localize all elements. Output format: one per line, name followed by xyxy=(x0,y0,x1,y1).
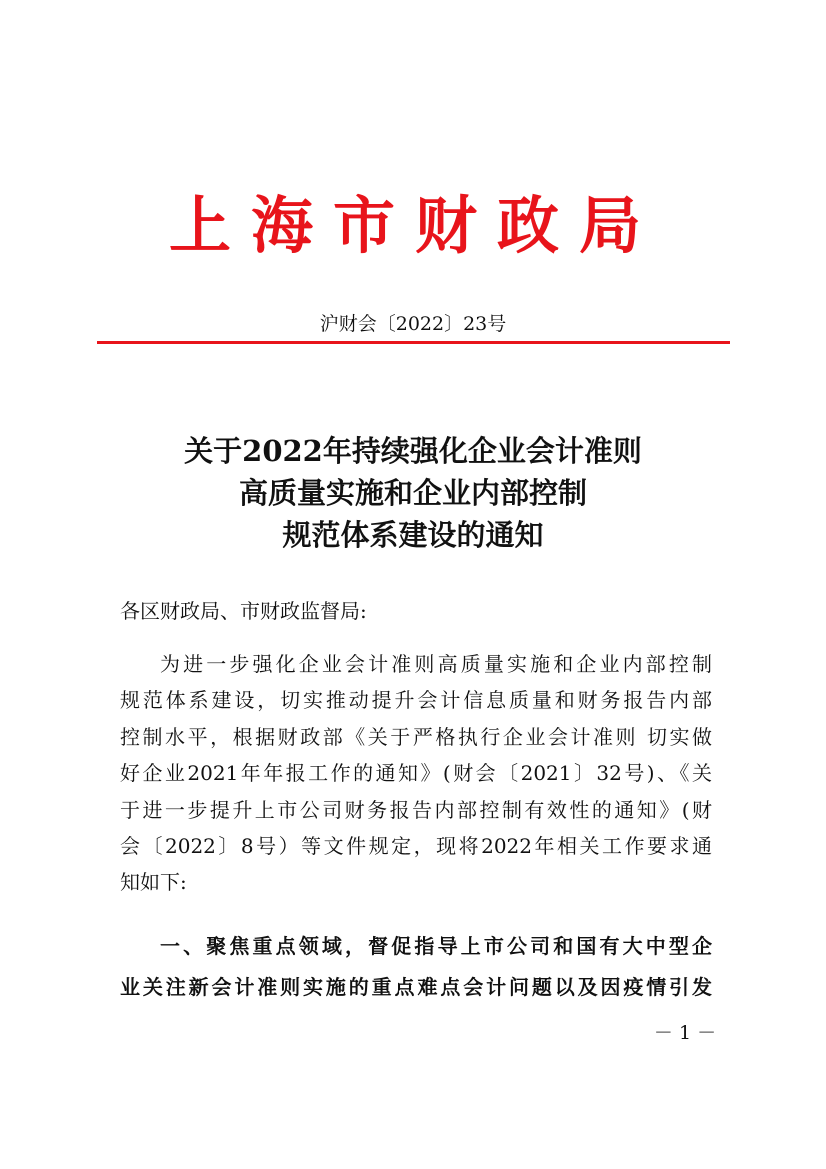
paragraph-line: 控制水平，根据财政部《关于严格执行企业会计准则 切实做 xyxy=(120,724,712,749)
notice-title xyxy=(80,430,746,556)
notice-title-line: 规范体系建设的通知 xyxy=(282,518,544,552)
section-heading-line: 业关注新会计准则实施的重点难点会计问题以及因疫情引发 xyxy=(120,975,712,999)
document-number: 沪财会〔2022〕23号 xyxy=(319,313,507,335)
notice-title-line: 关于2022年持续强化企业会计准则 xyxy=(184,434,642,468)
paragraph-line: 会〔2022〕8号）等文件规定，现将2022年相关工作要求通 xyxy=(120,833,712,858)
paragraph-line: 于进一步提升上市公司财务报告内部控制有效性的通知》(财 xyxy=(120,797,712,822)
red-divider-line xyxy=(97,341,730,344)
paragraph-line: 为进一步强化企业会计准则高质量实施和企业内部控制 xyxy=(160,652,712,676)
section-heading xyxy=(120,926,712,1008)
section-heading-line: 一、聚焦重点领域，督促指导上市公司和国有大中型企 xyxy=(160,934,712,958)
salutation: 各区财政局、市财政监督局: xyxy=(120,599,367,623)
paragraph-line: 规范体系建设，切实推动提升会计信息质量和财务报告内部 xyxy=(120,688,712,713)
page-number: － 1 － xyxy=(653,1022,717,1044)
issuing-authority-title: 上海市财政局 xyxy=(168,189,661,262)
body-paragraph xyxy=(120,646,712,901)
paragraph-line: 好企业2021年年报工作的通知》(财会〔2021〕32号)、《关 xyxy=(120,761,712,786)
paragraph-line: 知如下: xyxy=(120,870,187,895)
notice-title-line: 高质量实施和企业内部控制 xyxy=(238,476,587,510)
